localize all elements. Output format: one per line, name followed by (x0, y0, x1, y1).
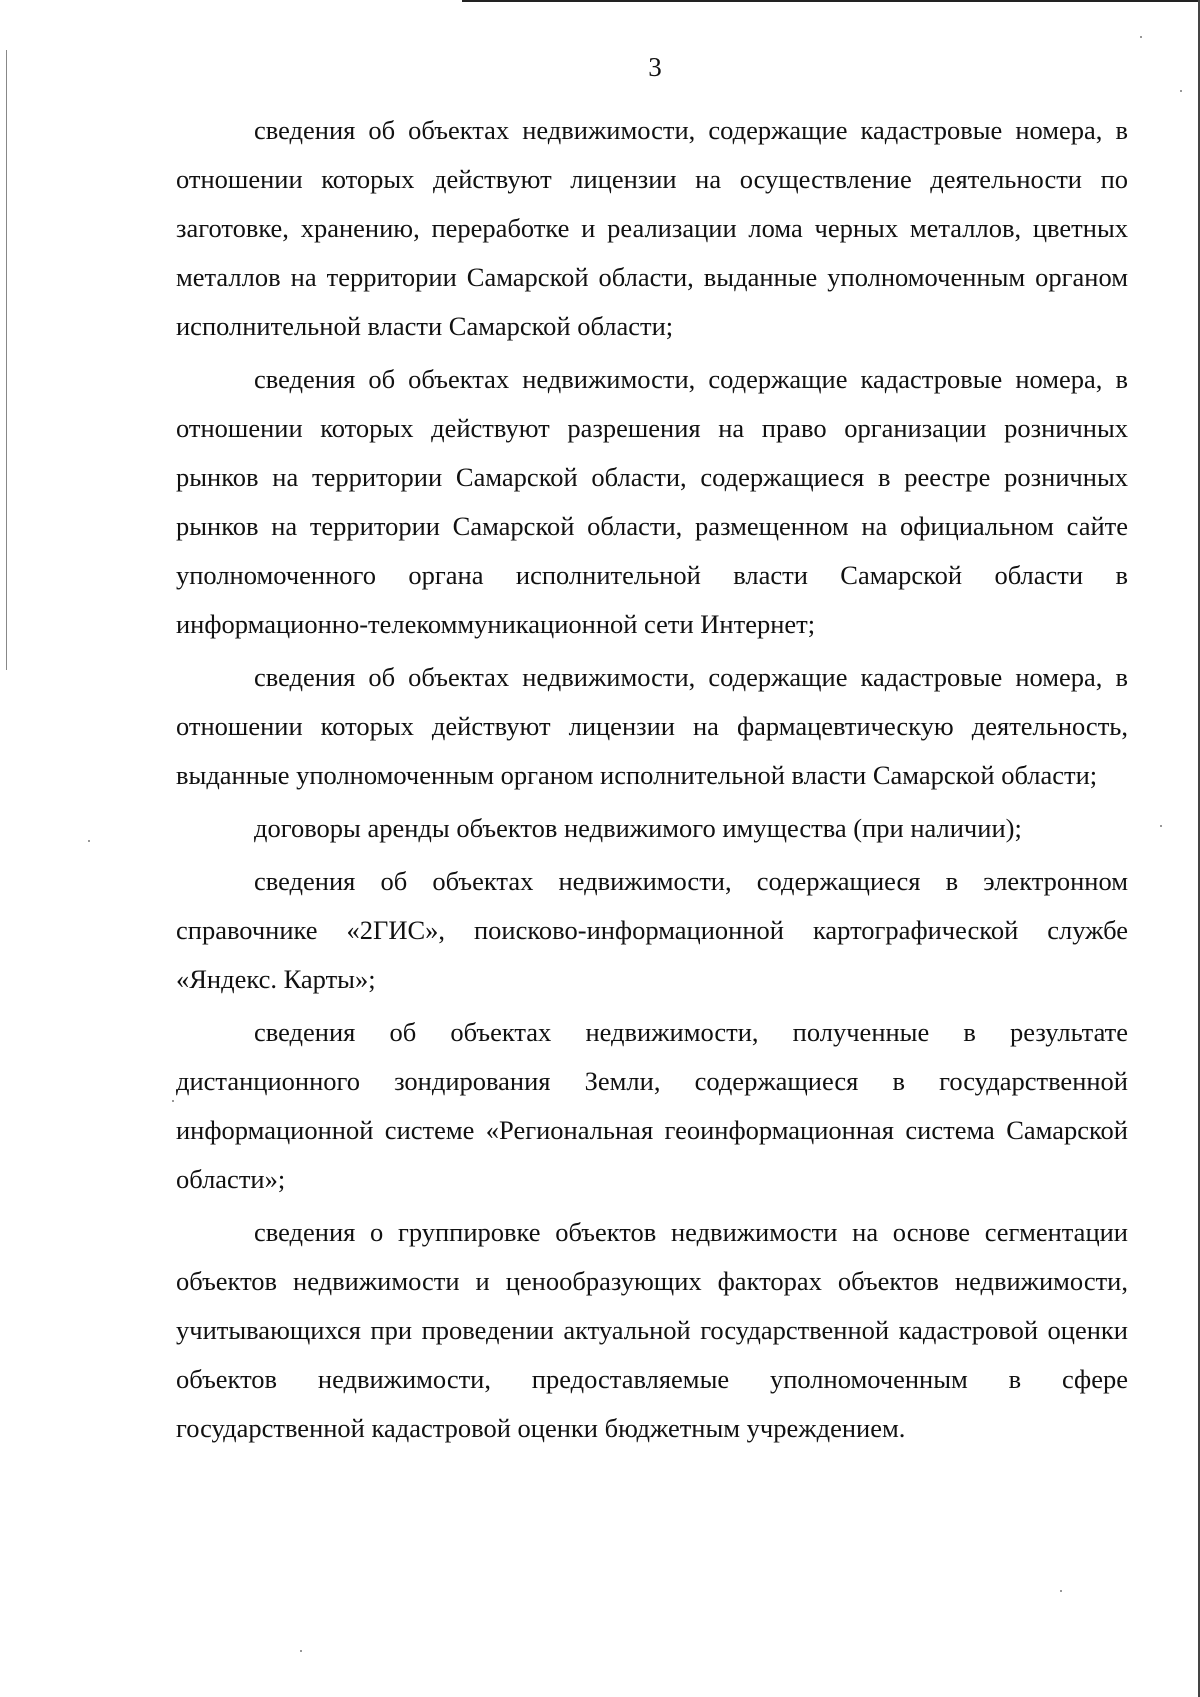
page-number: 3 (648, 52, 662, 82)
scan-speck (88, 840, 90, 842)
paragraph-retail-markets-permits: сведения об объектах недвижимости, содержащие кадастровые номера, в отношении которых действуют разрешения на право организации розничных рынков на территории Самарской области, содержащиеся в реестре розничных рынков на территории Самарской области, размещенном на официальном сайте уполномоченного органа исполнительной власти Самарской области в информационно-телекоммуникационной сети Интернет; (176, 364, 1128, 639)
scan-speck (1060, 1590, 1062, 1592)
scan-left-edge (6, 50, 7, 670)
scan-speck (1160, 825, 1162, 827)
paragraph-remote-sensing: сведения об объектах недвижимости, полученные в результате дистанционного зондирования Земли, содержащиеся в государственной информационной системе «Региональная геоинформационная система Самарской области»; (176, 1017, 1128, 1194)
scan-speck (300, 1650, 302, 1652)
document-body (176, 106, 1128, 1457)
paragraph-lease-agreements: договоры аренды объектов недвижимого имущества (при наличии); (254, 813, 1022, 843)
paragraph-segmentation: сведения о группировке объектов недвижимости на основе сегментации объектов недвижимости и ценообразующих факторах объектов недвижимости, учитывающихся при проведении актуальной государственной кадастровой оценки объектов недвижимости, предоставляемые уполномоченным в сфере государственной кадастровой оценки бюджетным учреждением. (176, 1217, 1128, 1443)
scan-top-border (462, 0, 1200, 2)
scan-speck (1140, 36, 1142, 38)
paragraph-2gis-yandex: сведения об объектах недвижимости, содержащиеся в электронном справочнике «2ГИС», поисково-информационной картографической службе «Яндекс. Карты»; (176, 866, 1128, 994)
paragraph-pharmacy-licenses: сведения об объектах недвижимости, содержащие кадастровые номера, в отношении которых действуют лицензии на фармацевтическую деятельность, выданные уполномоченным органом исполнительной власти Самарской области; (176, 662, 1128, 790)
scan-speck (1180, 90, 1182, 92)
scan-speck (172, 1100, 174, 1102)
paragraph-ferrous-metals-licenses: сведения об объектах недвижимости, содержащие кадастровые номера, в отношении которых действуют лицензии на осуществление деятельности по заготовке, хранению, переработке и реализации лома черных металлов, цветных металлов на территории Самарской области, выданные уполномоченным органом исполнительной власти Самарской области; (176, 115, 1128, 341)
